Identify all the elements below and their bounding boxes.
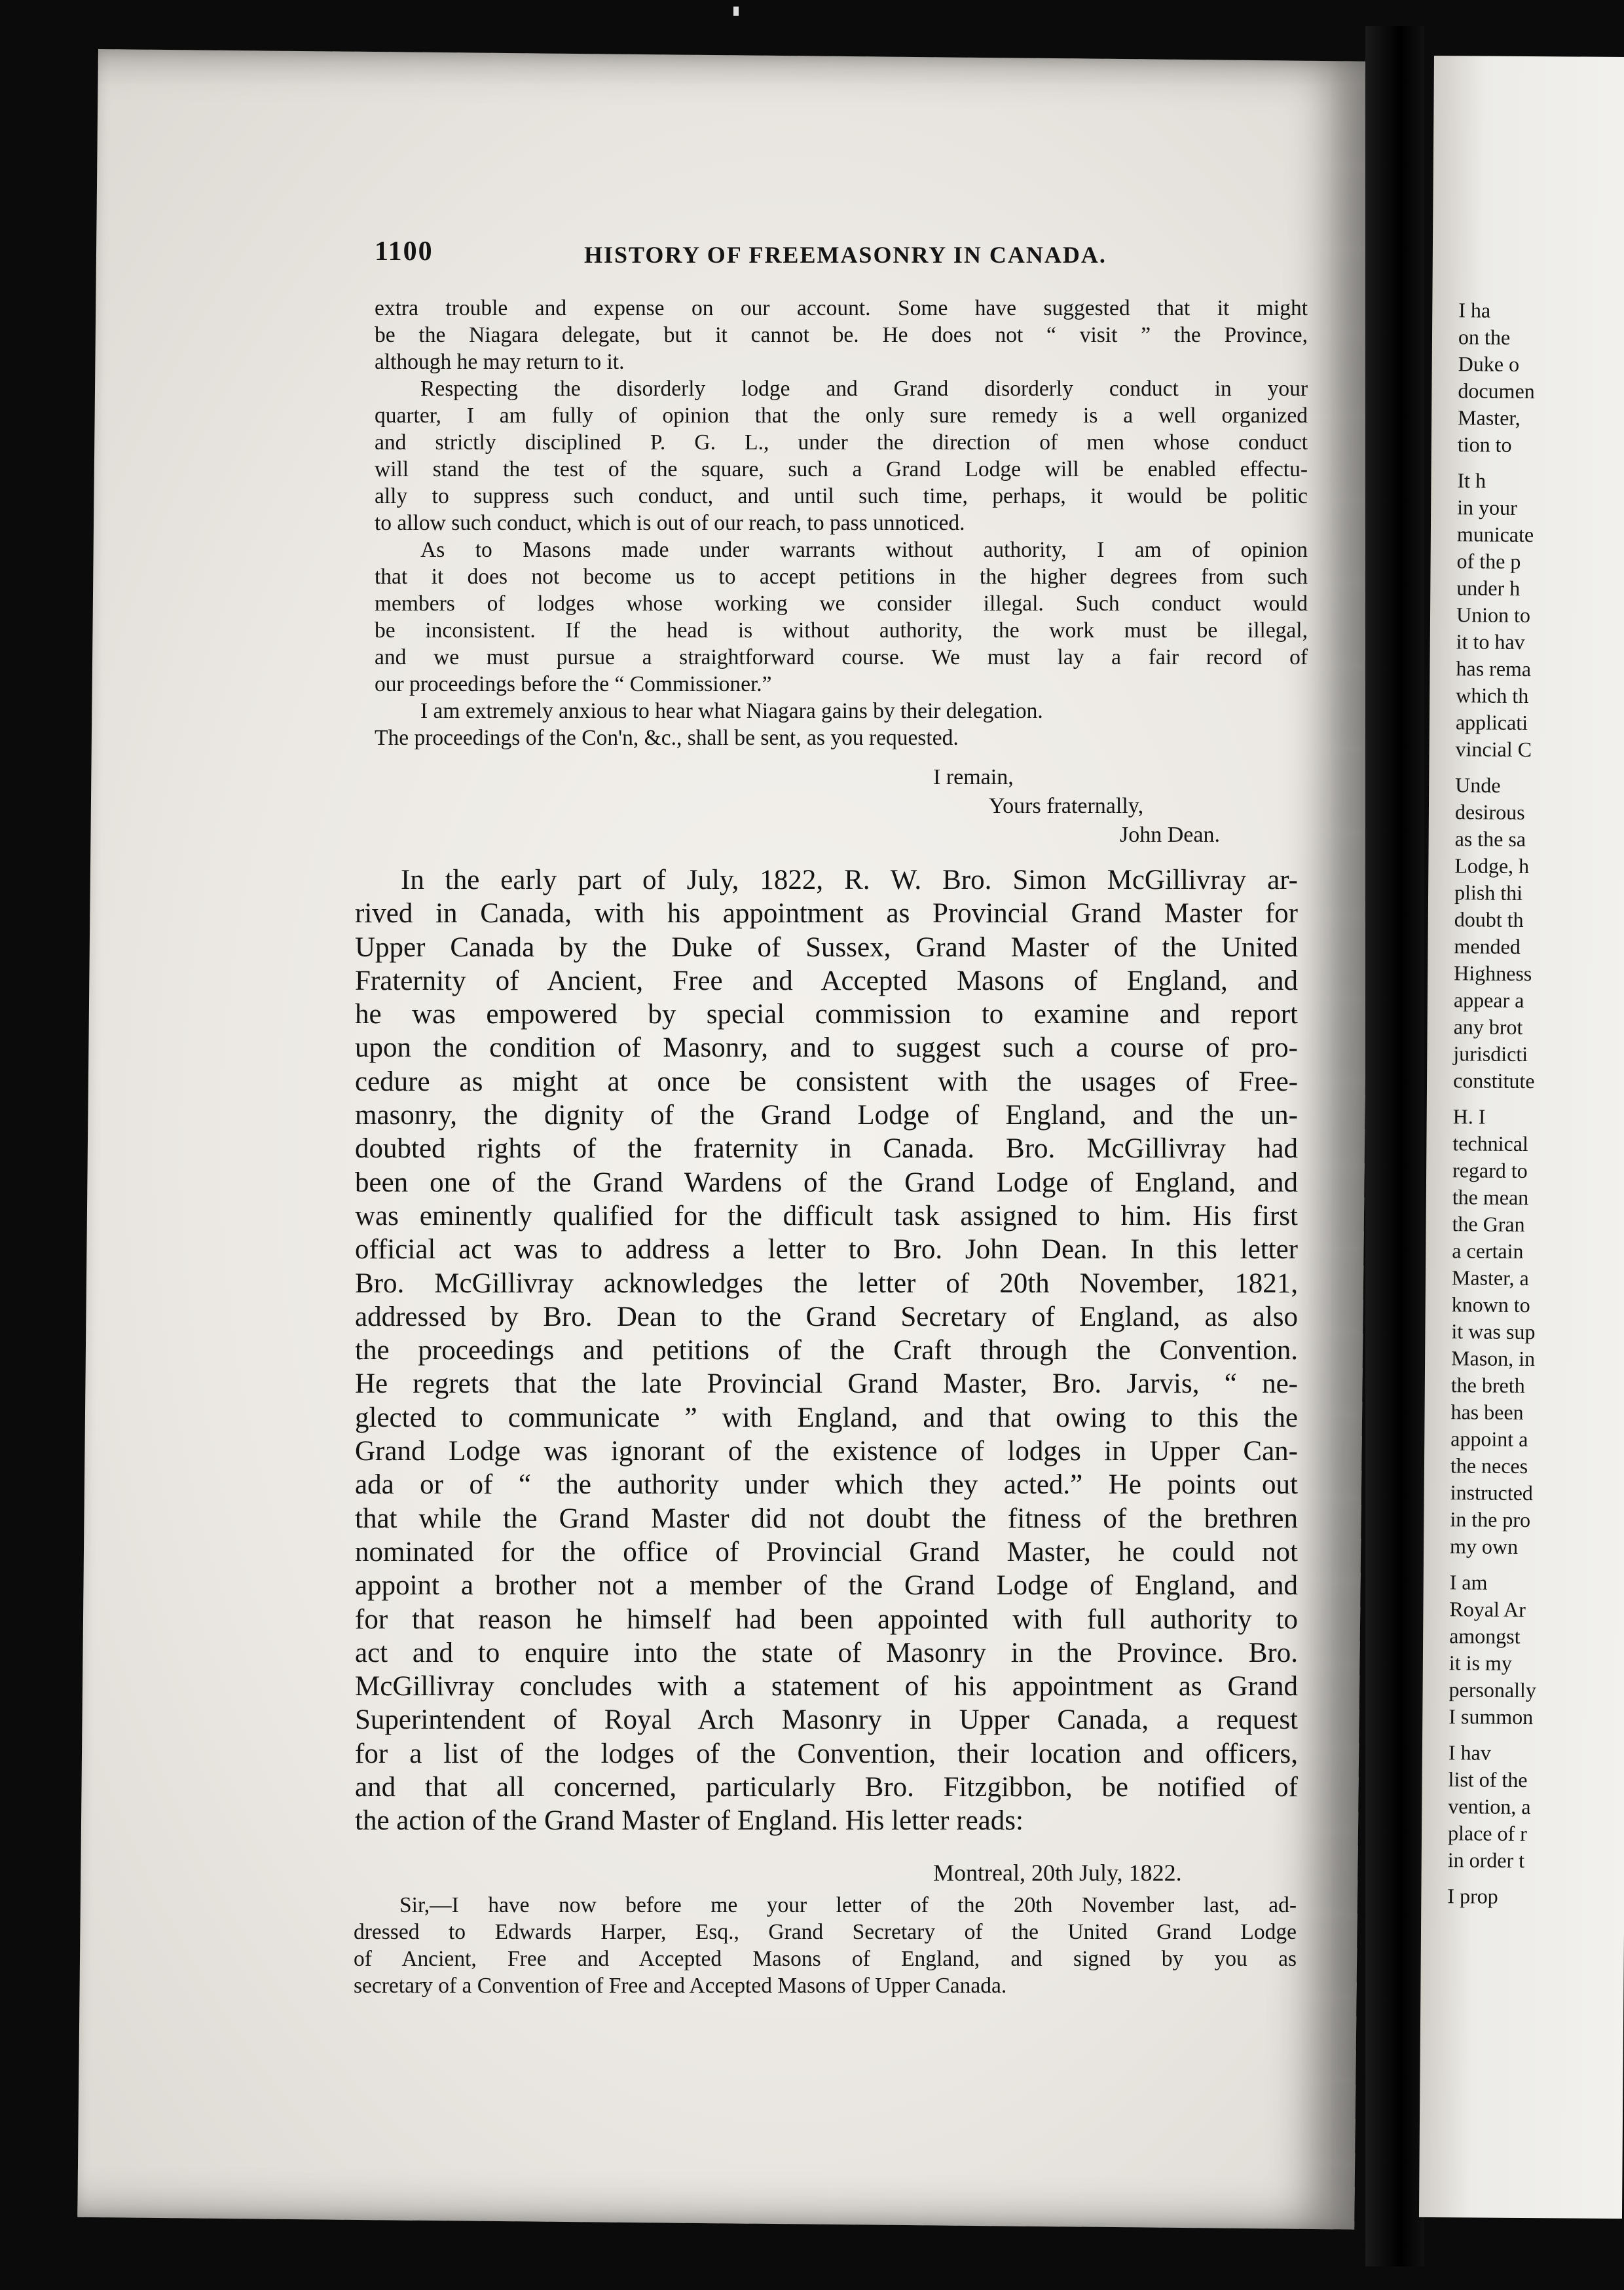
right-page-line: it was sup	[1451, 1319, 1536, 1344]
scan-mark	[733, 7, 739, 16]
text-line: rived in Canada, with his appointment as Provincial Grand Master for	[355, 898, 1298, 929]
text-line: the action of the Grand Master of England. His letter reads:	[355, 1805, 1024, 1837]
right-page-line: on the	[1458, 325, 1511, 349]
text-line: Fraternity of Ancient, Free and Accepted Masons of England, and	[355, 965, 1298, 996]
right-page-line: I summon	[1449, 1704, 1534, 1729]
text-line: Bro. McGillivray acknowledges the letter of 20th November, 1821,	[355, 1267, 1298, 1299]
right-page-line: the Gran	[1452, 1212, 1525, 1237]
right-page-line: I hav	[1448, 1740, 1491, 1765]
text-line: he was empowered by special commission to examine and report	[355, 999, 1298, 1030]
text-line: Grand Lodge was ignorant of the existence of lodges in Upper Can-	[355, 1436, 1298, 1467]
right-page-line: the neces	[1450, 1454, 1528, 1478]
text-line: masonry, the dignity of the Grand Lodge of England, and the un-	[355, 1100, 1298, 1131]
right-page-line: Master,	[1458, 405, 1521, 430]
text-line: our proceedings before the “ Commissioner.”	[375, 672, 772, 696]
right-page-line: Lodge, h	[1454, 854, 1530, 878]
right-page-line: as the sa	[1454, 827, 1526, 852]
text-line: cedure as might at once be consistent with the usages of Free-	[355, 1066, 1298, 1097]
right-page-line: vincial C	[1455, 737, 1532, 762]
text-line: for that reason he himself had been appointed with full authority to	[355, 1604, 1298, 1635]
right-page-line: in the pro	[1450, 1507, 1531, 1532]
right-page-line: the breth	[1450, 1373, 1525, 1398]
text-line: As to Masons made under warrants without authority, I am of opinion	[420, 538, 1308, 562]
text-line: appoint a brother not a member of the Grand Lodge of England, and	[355, 1570, 1298, 1602]
right-page-line: Mason, in	[1450, 1346, 1536, 1371]
text-line: He regrets that the late Provincial Grand Master, Bro. Jarvis, “ ne-	[355, 1368, 1298, 1400]
page-number: 1100	[375, 236, 434, 267]
text-line: Superintendent of Royal Arch Masonry in Upper Canada, a request	[355, 1704, 1298, 1736]
right-page-line: has been	[1450, 1400, 1524, 1425]
letter-second	[354, 1892, 1297, 1999]
right-page-line: instructed	[1450, 1480, 1533, 1505]
text-line: quarter, I am fully of opinion that the only sure remedy is a well organized	[375, 404, 1308, 428]
right-page-line: desirous	[1454, 800, 1525, 824]
text-line: In the early part of July, 1822, R. W. Bro. Simon McGillivray ar-	[401, 865, 1298, 895]
right-page-line: in order t	[1447, 1848, 1525, 1873]
text-line: although he may return to it.	[375, 350, 625, 374]
right-page-line: Unde	[1455, 773, 1501, 797]
text-line: will stand the test of the square, such a Grand Lodge will be enabled effectu-	[375, 457, 1308, 481]
right-page-line: documen	[1458, 379, 1535, 404]
right-page-line: I am	[1449, 1570, 1488, 1594]
text-line: doubted rights of the fraternity in Canada. Bro. McGillivray had	[355, 1133, 1298, 1165]
text-line: glected to communicate ” with England, and that owing to this the	[355, 1402, 1298, 1433]
right-page-line: the mean	[1452, 1185, 1529, 1210]
text-line: Respecting the disorderly lodge and Grand disorderly conduct in your	[420, 377, 1308, 401]
letter-dateline: Montreal, 20th July, 1822.	[933, 1860, 1182, 1886]
right-page-line: doubt th	[1454, 907, 1524, 931]
letter-continued	[375, 295, 1308, 751]
right-page-line: I prop	[1447, 1884, 1498, 1908]
right-page-line: Master, a	[1451, 1266, 1529, 1290]
letter-closing: I remain,	[933, 765, 1014, 789]
right-page-line: place of r	[1447, 1821, 1527, 1846]
right-page-line: Royal Ar	[1449, 1597, 1526, 1622]
right-page-line: plish thi	[1454, 880, 1523, 905]
right-page-line: amongst	[1449, 1624, 1521, 1648]
text-line: to allow such conduct, which is out of our reach, to pass unnoticed.	[375, 511, 965, 535]
right-page-line: H. I	[1452, 1104, 1486, 1129]
right-page-line: I ha	[1458, 298, 1491, 322]
right-page-line: known to	[1451, 1292, 1530, 1317]
text-line: I am extremely anxious to hear what Niagara gains by their delegation.	[420, 699, 1043, 723]
text-line: be the Niagara delegate, but it cannot be. He does not “ visit ” the Province,	[375, 323, 1308, 347]
text-line: act and to enquire into the state of Masonry in the Province. Bro.	[355, 1637, 1298, 1668]
right-page-line: Duke o	[1458, 352, 1520, 376]
text-line: upon the condition of Masonry, and to suggest such a course of pro-	[355, 1032, 1298, 1064]
text-line: Sir,—I have now before me your letter of the 20th November last, ad-	[399, 1893, 1297, 1917]
text-line: that while the Grand Master did not doubt the fitness of the brethren	[355, 1503, 1298, 1534]
text-line: and that all concerned, particularly Bro. Fitzgibbon, be notified of	[355, 1772, 1298, 1803]
letter-valediction: Yours fraternally,	[989, 794, 1144, 818]
text-line: nominated for the office of Provincial Grand Master, he could not	[355, 1536, 1298, 1567]
text-line: ada or of “ the authority under which they acted.” He points out	[355, 1469, 1298, 1501]
right-page-line: municate	[1456, 522, 1534, 547]
text-line: been one of the Grand Wardens of the Grand Lodge of England, and	[355, 1167, 1298, 1198]
text-line: and strictly disciplined P. G. L., under the direction of men whose conduct	[375, 430, 1308, 455]
text-line: The proceedings of the Con'n, &c., shall be sent, as you requested.	[375, 726, 959, 750]
letter-signature: John Dean.	[1120, 823, 1220, 847]
narrative-paragraph	[355, 863, 1298, 1838]
text-line: members of lodges whose working we consider illegal. Such conduct would	[375, 591, 1308, 616]
text-line: addressed by Bro. Dean to the Grand Secretary of England, as also	[355, 1301, 1298, 1332]
right-page-line: It h	[1457, 468, 1486, 493]
text-line: ally to suppress such conduct, and until such time, perhaps, it would be politic	[375, 484, 1308, 508]
text-line: the proceedings and petitions of the Craft through the Convention.	[355, 1335, 1298, 1366]
running-title: HISTORY OF FREEMASONRY IN CANADA.	[584, 242, 1107, 268]
text-line: of Ancient, Free and Accepted Masons of England, and signed by you as	[354, 1947, 1297, 1971]
right-page	[1419, 56, 1624, 2219]
text-line: that it does not become us to accept petitions in the higher degrees from such	[375, 565, 1308, 589]
right-page-line: regard to	[1452, 1158, 1528, 1183]
right-page-line: appear a	[1453, 988, 1524, 1012]
right-page-line: Highness	[1454, 961, 1532, 986]
text-line: official act was to address a letter to Bro. John Dean. In this letter	[355, 1234, 1298, 1266]
text-line: McGillivray concludes with a statement of his appointment as Grand	[355, 1671, 1298, 1702]
right-page-line: applicati	[1455, 710, 1528, 735]
right-page-line: personally	[1449, 1678, 1537, 1702]
book-gutter	[1365, 26, 1424, 2266]
right-page-line: my own	[1449, 1534, 1519, 1558]
right-page-line: mended	[1454, 934, 1521, 958]
right-page-line: has rema	[1456, 656, 1532, 681]
right-page-line: which th	[1456, 683, 1529, 708]
right-page-line: it is my	[1449, 1651, 1513, 1675]
right-page-line: it to hav	[1456, 629, 1525, 654]
right-page-line: Union to	[1456, 603, 1531, 628]
right-page-line: of the p	[1456, 549, 1521, 573]
text-line: dressed to Edwards Harper, Esq., Grand Secretary of the United Grand Lodge	[354, 1920, 1297, 1944]
right-page-line: vention, a	[1448, 1794, 1531, 1819]
right-page-text	[1421, 297, 1624, 1911]
right-page-line: jurisdicti	[1453, 1042, 1528, 1066]
text-line: extra trouble and expense on our account. Some have suggested that it might	[375, 296, 1308, 320]
right-page-line: a certain	[1452, 1239, 1524, 1263]
text-line: be inconsistent. If the head is without authority, the work must be illegal,	[375, 618, 1308, 643]
text-line: for a list of the lodges of the Convention, their location and officers,	[355, 1738, 1298, 1769]
right-page-line: appoint a	[1450, 1427, 1528, 1452]
text-line: was eminently qualified for the difficult task assigned to him. His first	[355, 1200, 1298, 1231]
right-page-line: constitute	[1452, 1068, 1535, 1093]
right-page-line: in your	[1457, 495, 1517, 519]
right-page-line: under h	[1456, 576, 1521, 600]
text-line: secretary of a Convention of Free and Accepted Masons of Upper Canada.	[354, 1974, 1007, 1998]
right-page-line: list of the	[1448, 1767, 1528, 1792]
right-page-line: tion to	[1457, 432, 1512, 457]
text-line: Upper Canada by the Duke of Sussex, Grand Master of the United	[355, 931, 1298, 963]
text-line: and we must pursue a straightforward course. We must lay a fair record of	[375, 645, 1308, 669]
right-page-line: technical	[1452, 1131, 1529, 1156]
right-page-line: any brot	[1453, 1015, 1523, 1039]
running-header	[375, 236, 1311, 275]
